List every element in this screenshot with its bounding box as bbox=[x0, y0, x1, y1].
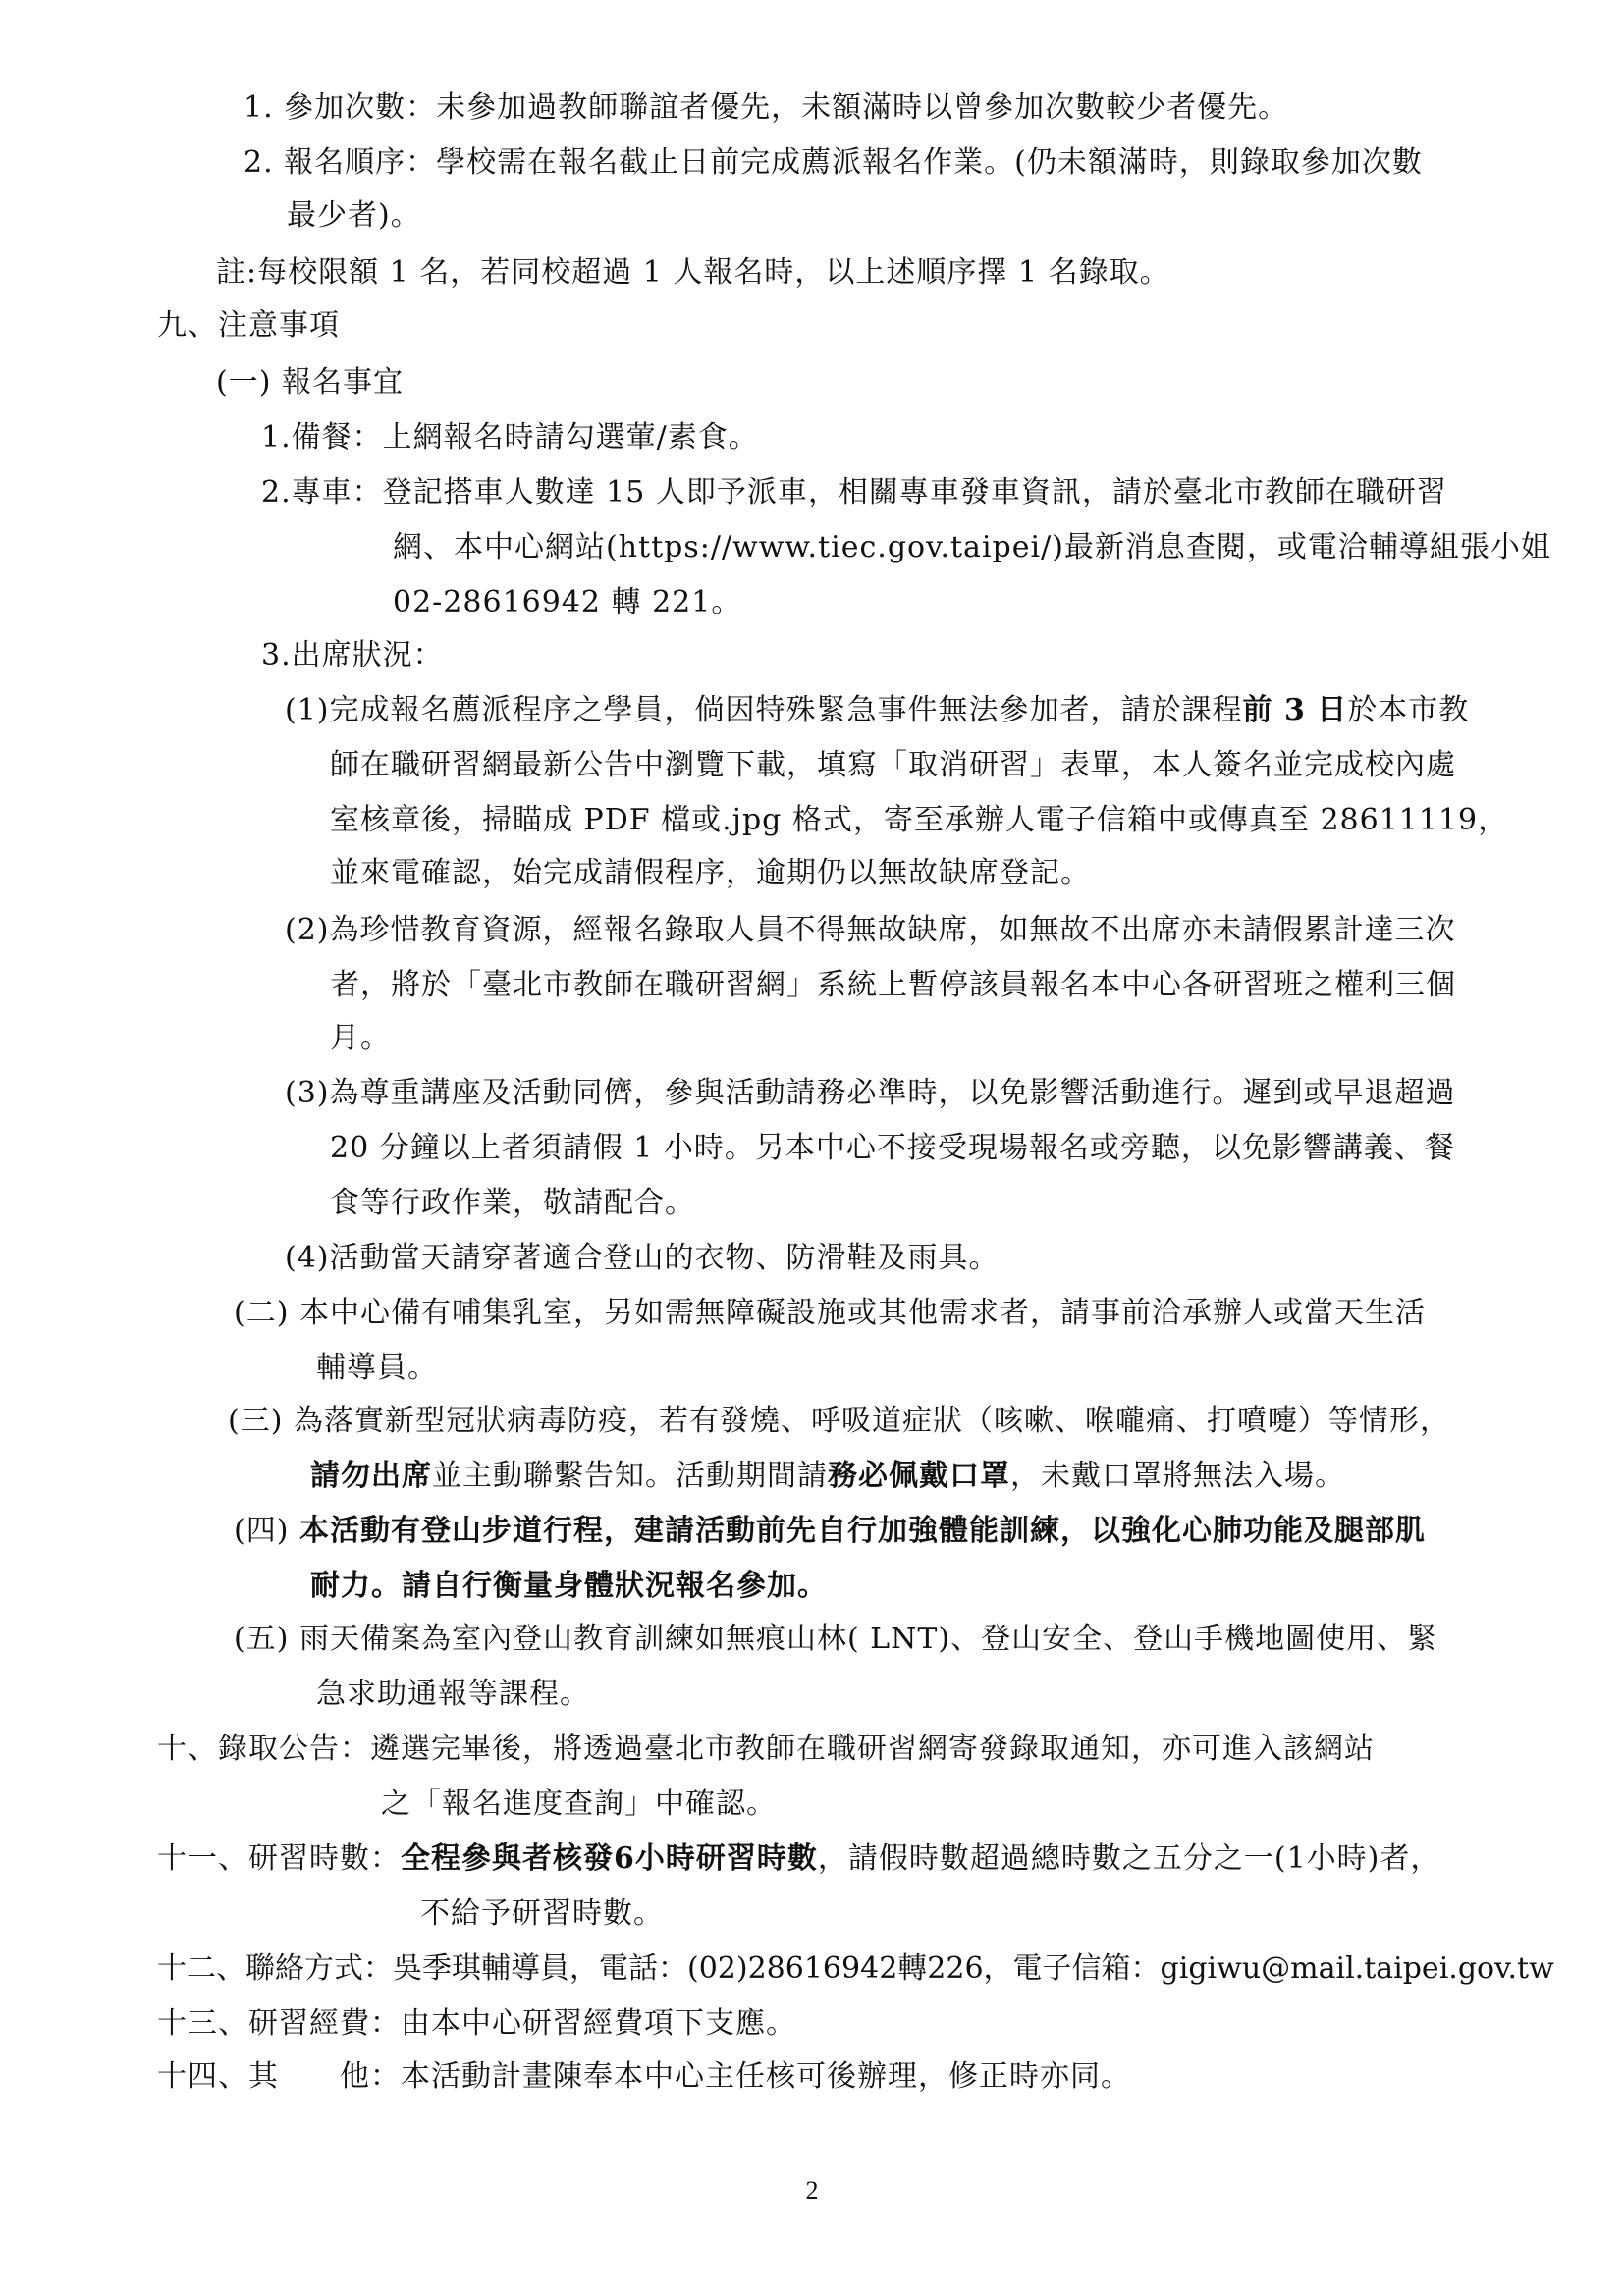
attendance-rule-1-deadline: 前 3 日 bbox=[1242, 693, 1348, 727]
section-14-other: 十四、其 他：本活動計畫陳奉本中心主任核可後辦理，修正時亦同。 bbox=[157, 2059, 1131, 2094]
section-10-cont: 之「報名進度查詢」中確認。 bbox=[381, 1787, 777, 1821]
attendance-rule-3-cont-2: 食等行政作業，敬請配合。 bbox=[330, 1186, 695, 1220]
hiking-notice-cont bbox=[310, 1565, 828, 1608]
attendance-rule-1-cont-2: 室核章後，掃瞄成 PDF 檔或.jpg 格式，寄至承辦人電子信箱中或傳真至 28611119， bbox=[330, 803, 1509, 837]
attendance-rule-3: (3)為尊重講座及活動同儕，參與活動請務必準時，以免影響活動進行。遲到或早退超過 bbox=[285, 1076, 1456, 1110]
attendance-rule-4: (4)活動當天請穿著適合登山的衣物、防滑鞋及雨具。 bbox=[285, 1241, 1000, 1275]
sub-heading-epidemic: (三) 為落實新型冠狀病毒防疫，若有發燒、呼吸道症狀（咳嗽、喉嚨痛、打噴嚏）等情形， bbox=[228, 1404, 1450, 1438]
section-11-bold: 全程參與者核發6小時研習時數 bbox=[401, 1842, 818, 1876]
item-shuttle-cont-2: 02-28616942 轉 221。 bbox=[393, 585, 742, 619]
attendance-rule-2-cont-2: 月。 bbox=[330, 1021, 391, 1055]
item-shuttle: 2.專車：登記搭車人數達 15 人即予派車，相關專車發車資訊，請於臺北市教師在職研習 bbox=[261, 475, 1447, 509]
attendance-rule-1-cont-1: 師在職研習網最新公告中瀏覽下載，填寫「取消研習」表單，本人簽名並完成校內處 bbox=[330, 748, 1456, 782]
sub-heading-rain-plan: (五) 雨天備案為室內登山教育訓練如無痕山林( LNT)、登山安全、登山手機地圖使用、緊 bbox=[234, 1622, 1438, 1656]
rain-plan-cont: 急求助通報等課程。 bbox=[316, 1677, 590, 1711]
quota-note: 註:每校限額 1 名，若同校超過 1 人報名時，以上述順序擇 1 名錄取。 bbox=[216, 255, 1170, 290]
section-11-label: 十一、研習時數： bbox=[157, 1842, 401, 1876]
epidemic-text-2: ，未戴口罩將無法入場。 bbox=[1010, 1459, 1345, 1493]
attendance-rule-1-text-a: (1)完成報名薦派程序之學員，倘因特殊緊急事件無法參加者，請於課程 bbox=[285, 693, 1243, 727]
attendance-rule-1 bbox=[285, 689, 1469, 732]
section-11-cont: 不給予研習時數。 bbox=[420, 1896, 664, 1931]
item-attendance: 3.出席狀況： bbox=[261, 638, 444, 672]
section-12-contact: 十二、聯絡方式：吳季琪輔導員，電話：(02)28616942轉226，電子信箱：gigiwu@mail.taipei.gov.tw bbox=[157, 1951, 1554, 1986]
section-11-hours bbox=[157, 1838, 1440, 1881]
epidemic-text-1: 並主動聯繫告知。活動期間請 bbox=[432, 1459, 828, 1493]
epidemic-bold-2: 務必佩戴口罩 bbox=[828, 1459, 1010, 1493]
hiking-notice-cont-text: 耐力。請自行衡量身體狀況報名參加。 bbox=[310, 1569, 828, 1603]
attendance-rule-1-cont-3: 並來電確認，始完成請假程序，逾期仍以無故缺席登記。 bbox=[330, 856, 1091, 890]
section-13-funding: 十三、研習經費：由本中心研習經費項下支應。 bbox=[157, 2006, 796, 2041]
section-11-text: ，請假時數超過總時數之五分之一(1小時)者， bbox=[817, 1842, 1441, 1876]
epidemic-bold-1: 請勿出席 bbox=[310, 1459, 432, 1493]
priority-item-2-cont: 最少者)。 bbox=[287, 198, 421, 233]
sub-heading-nursing-room: (二) 本中心備有哺集乳室，另如需無障礙設施或其他需求者，請事前洽承辦人或當天生活 bbox=[234, 1296, 1426, 1330]
attendance-rule-2: (2)為珍惜教育資源，經報名錄取人員不得無故缺席，如無故不出席亦未請假累計達三次 bbox=[285, 913, 1456, 947]
priority-item-2: 2. 報名順序：學校需在報名截止日前完成薦派報名作業。(仍未額滿時，則錄取參加次數 bbox=[244, 145, 1423, 180]
page-number: 2 bbox=[805, 2176, 819, 2205]
nursing-room-cont: 輔導員。 bbox=[316, 1351, 438, 1385]
sub-heading-hiking bbox=[234, 1510, 1426, 1553]
item-shuttle-cont-1: 網、本中心網站(https://www.tiec.gov.taipei/)最新消息查閱，或電洽輔導組張小姐 bbox=[393, 530, 1551, 564]
hiking-label: (四) bbox=[234, 1514, 290, 1548]
item-meal: 1.備餐：上網報名時請勾選葷/素食。 bbox=[261, 420, 759, 454]
section-9-heading: 九、注意事項 bbox=[157, 308, 340, 343]
section-10-admission: 十、錄取公告：遴選完畢後，將透過臺北市教師在職研習網寄發錄取通知，亦可進入該網站 bbox=[157, 1732, 1375, 1766]
attendance-rule-3-cont-1: 20 分鐘以上者須請假 1 小時。另本中心不接受現場報名或旁聽，以免影響講義、餐 bbox=[330, 1131, 1455, 1165]
epidemic-cont bbox=[310, 1455, 1345, 1498]
attendance-rule-1-text-b: 於本市教 bbox=[1347, 693, 1470, 727]
sub-heading-registration: (一) 報名事宜 bbox=[216, 365, 404, 400]
attendance-rule-2-cont-1: 者，將於「臺北市教師在職研習網」系統上暫停該員報名本中心各研習班之權利三個 bbox=[330, 968, 1456, 1002]
hiking-notice: 本活動有登山步道行程，建請活動前先自行加強體能訓練，以強化心肺功能及腿部肌 bbox=[298, 1514, 1426, 1548]
priority-item-1: 1. 參加次數：未參加過教師聯誼者優先，未額滿時以曾參加次數較少者優先。 bbox=[244, 90, 1289, 125]
